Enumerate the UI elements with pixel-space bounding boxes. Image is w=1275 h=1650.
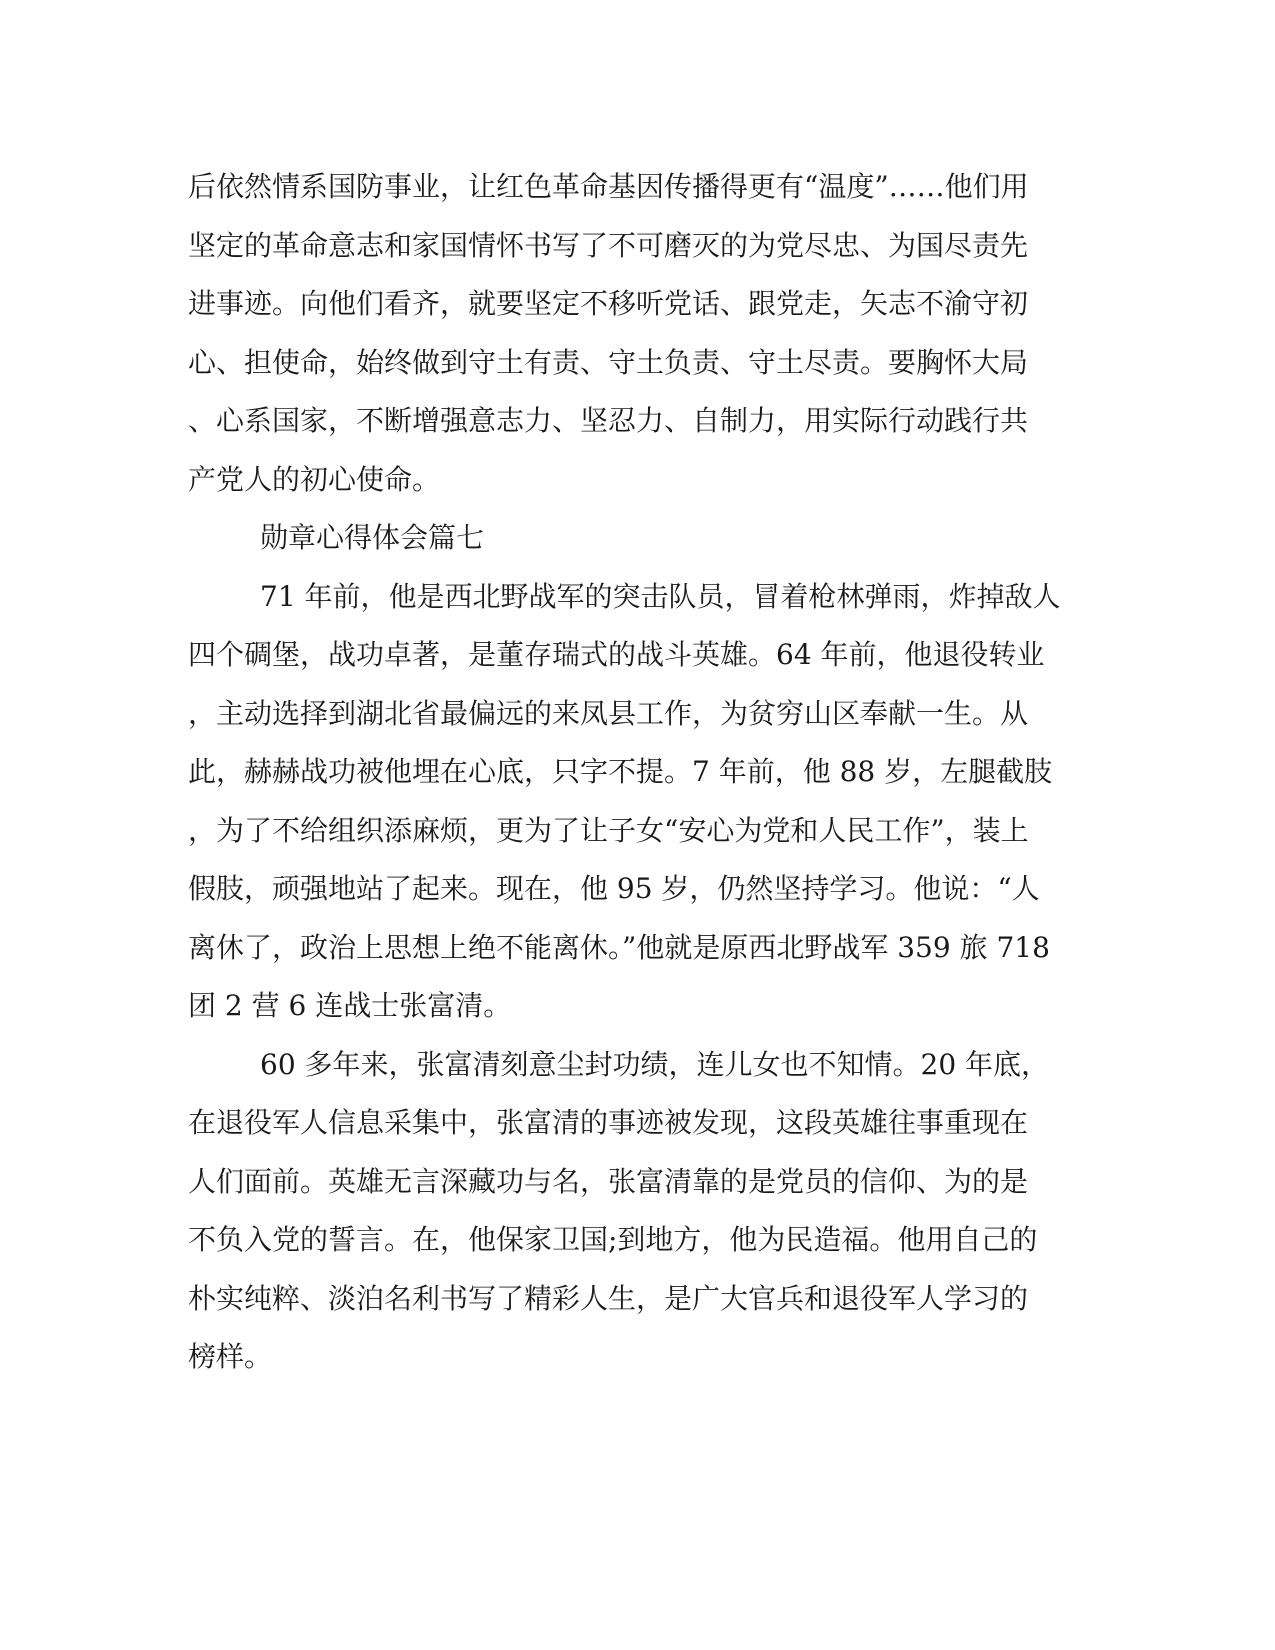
text-line: 心、担使命，始终做到守土有责、守土负责、守土尽责。要胸怀大局 <box>188 345 1029 379</box>
heading-text: 勋章心得体会篇七 <box>260 521 485 554</box>
text-line: 不负入党的誓言。在，他保家卫国;到地方，他为民造福。他用自己的 <box>188 1223 1038 1256</box>
text-line: 四个碉堡，战功卓著，是董存瑞式的战斗英雄。64 年前，他退役转业 <box>188 638 1045 671</box>
text-line: 71 年前，他是西北野战军的突击队员，冒着枪林弹雨，炸掉敌人 <box>260 579 1061 613</box>
text-line: ，主动选择到湖北省最偏远的来凤县工作，为贫穷山区奉献一生。从 <box>188 696 1029 730</box>
text-line: 坚定的革命意志和家国情怀书写了不可磨灭的为党尽忠、为国尽责先 <box>188 228 1029 262</box>
text-line: 假肢，顽强地站了起来。现在，他 95 岁，仍然坚持学习。他说：“人 <box>188 872 1040 905</box>
text-line: 朴实纯粹、淡泊名利书写了精彩人生，是广大官兵和退役军人学习的 <box>188 1281 1029 1315</box>
paragraph <box>188 1036 1068 1387</box>
text-line: 在退役军人信息采集中，张富清的事迹被发现，这段英雄往事重现在 <box>188 1106 1029 1139</box>
text-line: 产党人的初心使命。 <box>188 462 441 496</box>
text-line: 离休了，政治上思想上绝不能离休。”他就是原西北野战军 359 旅 718 <box>188 930 1050 964</box>
text-line: 进事迹。向他们看齐，就要坚定不移听党话、跟党走，矢志不渝守初 <box>188 287 1029 320</box>
text-line: 后依然情系国防事业，让红色革命基因传播得更有“温度”……他们用 <box>188 170 1029 203</box>
text-line: ，为了不给组织添麻烦，更为了让子女“安心为党和人民工作”，装上 <box>188 813 1029 847</box>
text-line: 、心系国家，不断增强意志力、坚忍力、自制力，用实际行动践行共 <box>188 404 1029 437</box>
section-heading <box>188 509 1068 568</box>
text-line: 团 2 营 6 连战士张富清。 <box>188 989 512 1022</box>
paragraph <box>188 568 1068 1036</box>
body-text <box>188 158 1068 1387</box>
text-line: 此，赫赫战功被他埋在心底，只字不提。7 年前，他 88 岁，左腿截肢 <box>188 755 1053 788</box>
text-line: 人们面前。英雄无言深藏功与名，张富清靠的是党员的信仰、为的是 <box>188 1164 1029 1198</box>
text-line: 榜样。 <box>188 1340 273 1373</box>
paragraph <box>188 158 1068 509</box>
text-line: 60 多年来，张富清刻意尘封功绩，连儿女也不知情。20 年底， <box>260 1047 1050 1081</box>
